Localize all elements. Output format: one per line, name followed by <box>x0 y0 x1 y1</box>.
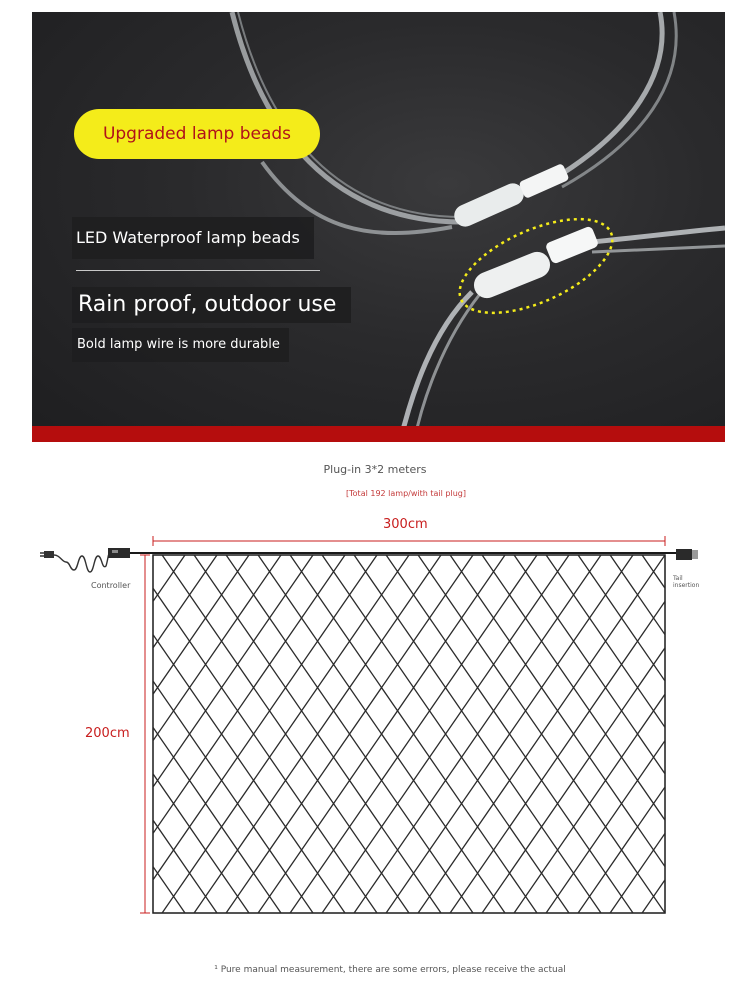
mesh-strand <box>0 555 153 913</box>
diagram-subcaption: [Total 192 lamp/with tail plug] <box>346 489 466 498</box>
mesh-strand <box>0 555 153 913</box>
height-label: 200cm <box>85 726 130 741</box>
hero-subtext: Bold lamp wire is more durable <box>72 328 289 362</box>
height-dimension-line <box>140 555 150 913</box>
footnote: ¹ Pure manual measurement, there are some errors, please receive the actual <box>214 965 566 975</box>
mesh-strand <box>514 555 750 913</box>
mesh-strand <box>578 555 750 913</box>
mesh-strand <box>674 555 750 913</box>
mesh-strand <box>674 555 750 913</box>
hero-title: LED Waterproof lamp beads <box>72 217 314 259</box>
mesh-strand <box>642 555 750 913</box>
tail-label-line1: Tail <box>673 575 683 582</box>
mesh-strand <box>642 555 750 913</box>
mesh-strand <box>610 555 750 913</box>
mesh-strand <box>610 555 750 913</box>
width-dimension-line <box>153 536 665 546</box>
mesh-strand <box>514 555 750 913</box>
controller-label: Controller <box>91 581 131 590</box>
tail-label-line2: insertion <box>673 582 700 589</box>
hero-headline: Rain proof, outdoor use <box>72 287 351 323</box>
mesh-strand <box>546 555 750 913</box>
diagram-caption: Plug-in 3*2 meters <box>323 463 427 476</box>
upgraded-badge: Upgraded lamp beads <box>74 109 320 159</box>
width-label: 300cm <box>383 517 428 532</box>
tail-insertion-label <box>673 575 713 589</box>
controller-icon <box>40 548 130 572</box>
tail-plug-icon <box>676 549 698 560</box>
mesh-strand <box>578 555 750 913</box>
net-frame <box>153 555 665 913</box>
mesh-strand <box>546 555 750 913</box>
